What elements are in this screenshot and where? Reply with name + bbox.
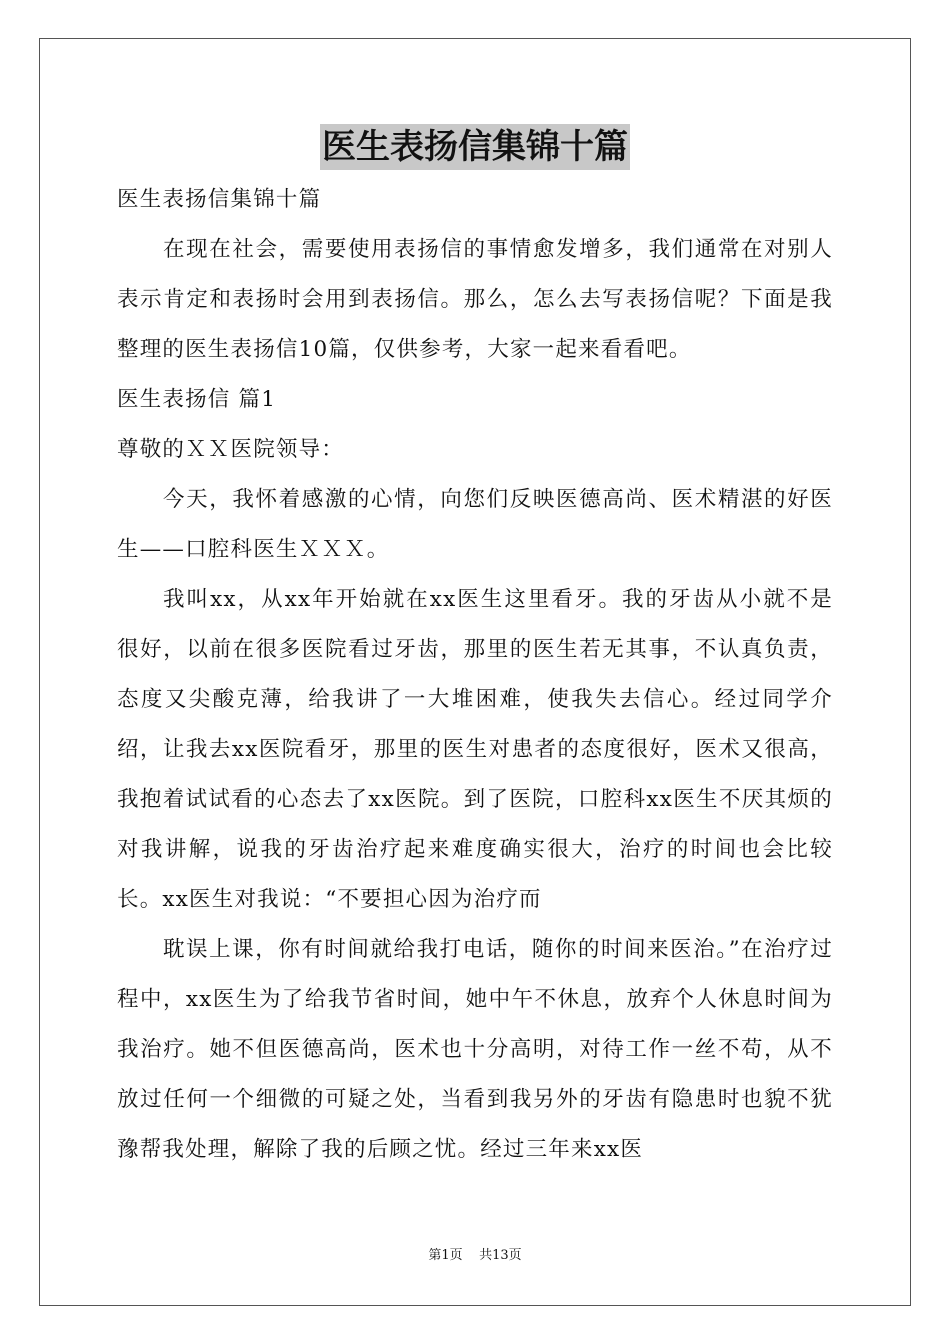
paragraph: 我叫xx，从xx年开始就在xx医生这里看牙。我的牙齿从小就不是很好，以前在很多医院看过牙齿，那里的医生若无其事，不认真负责，态度又尖酸克薄，给我讲了一大堆困难，使我失去信心。经过同学介绍，让我去xx医院看牙，那里的医生对患者的态度很好，医术又很高，我抱着试试看的心态去了xx医院。到了医院，口腔科xx医生不厌其烦的对我讲解，说我的牙齿治疗起来难度确实很大，治疗的时间也会比较长。xx医生对我说：“不要担心因为治疗而 bbox=[117, 587, 833, 912]
document-body bbox=[117, 175, 833, 1175]
paragraph: 耽误上课，你有时间就给我打电话，随你的时间来医治。”在治疗过程中，xx医生为了给我节省时间，她中午不休息，放弃个人休息时间为我治疗。她不但医德高尚，医术也十分高明，对待工作一丝不苟，从不放过任何一个细微的可疑之处，当看到我另外的牙齿有隐患时也貌不犹豫帮我处理，解除了我的后顾之忧。经过三年来xx医 bbox=[117, 937, 833, 1162]
document-title: 医生表扬信集锦十篇 bbox=[320, 124, 630, 170]
paragraph: 今天，我怀着感激的心情，向您们反映医德高尚、医术精湛的好医生——口腔科医生ＸＸＸ。 bbox=[117, 487, 833, 562]
salutation: 尊敬的ＸＸ医院领导： bbox=[117, 437, 345, 462]
section-heading: 医生表扬信 篇1 bbox=[117, 387, 277, 412]
page-number: 第1页 共13页 bbox=[428, 1248, 522, 1263]
document-subtitle: 医生表扬信集锦十篇 bbox=[117, 187, 322, 212]
title-container bbox=[0, 124, 950, 170]
paragraph: 在现在社会，需要使用表扬信的事情愈发增多，我们通常在对别人表示肯定和表扬时会用到表扬信。那么，怎么去写表扬信呢？下面是我整理的医生表扬信10篇，仅供参考，大家一起来看看吧。 bbox=[117, 237, 833, 362]
page-footer bbox=[0, 1244, 950, 1263]
